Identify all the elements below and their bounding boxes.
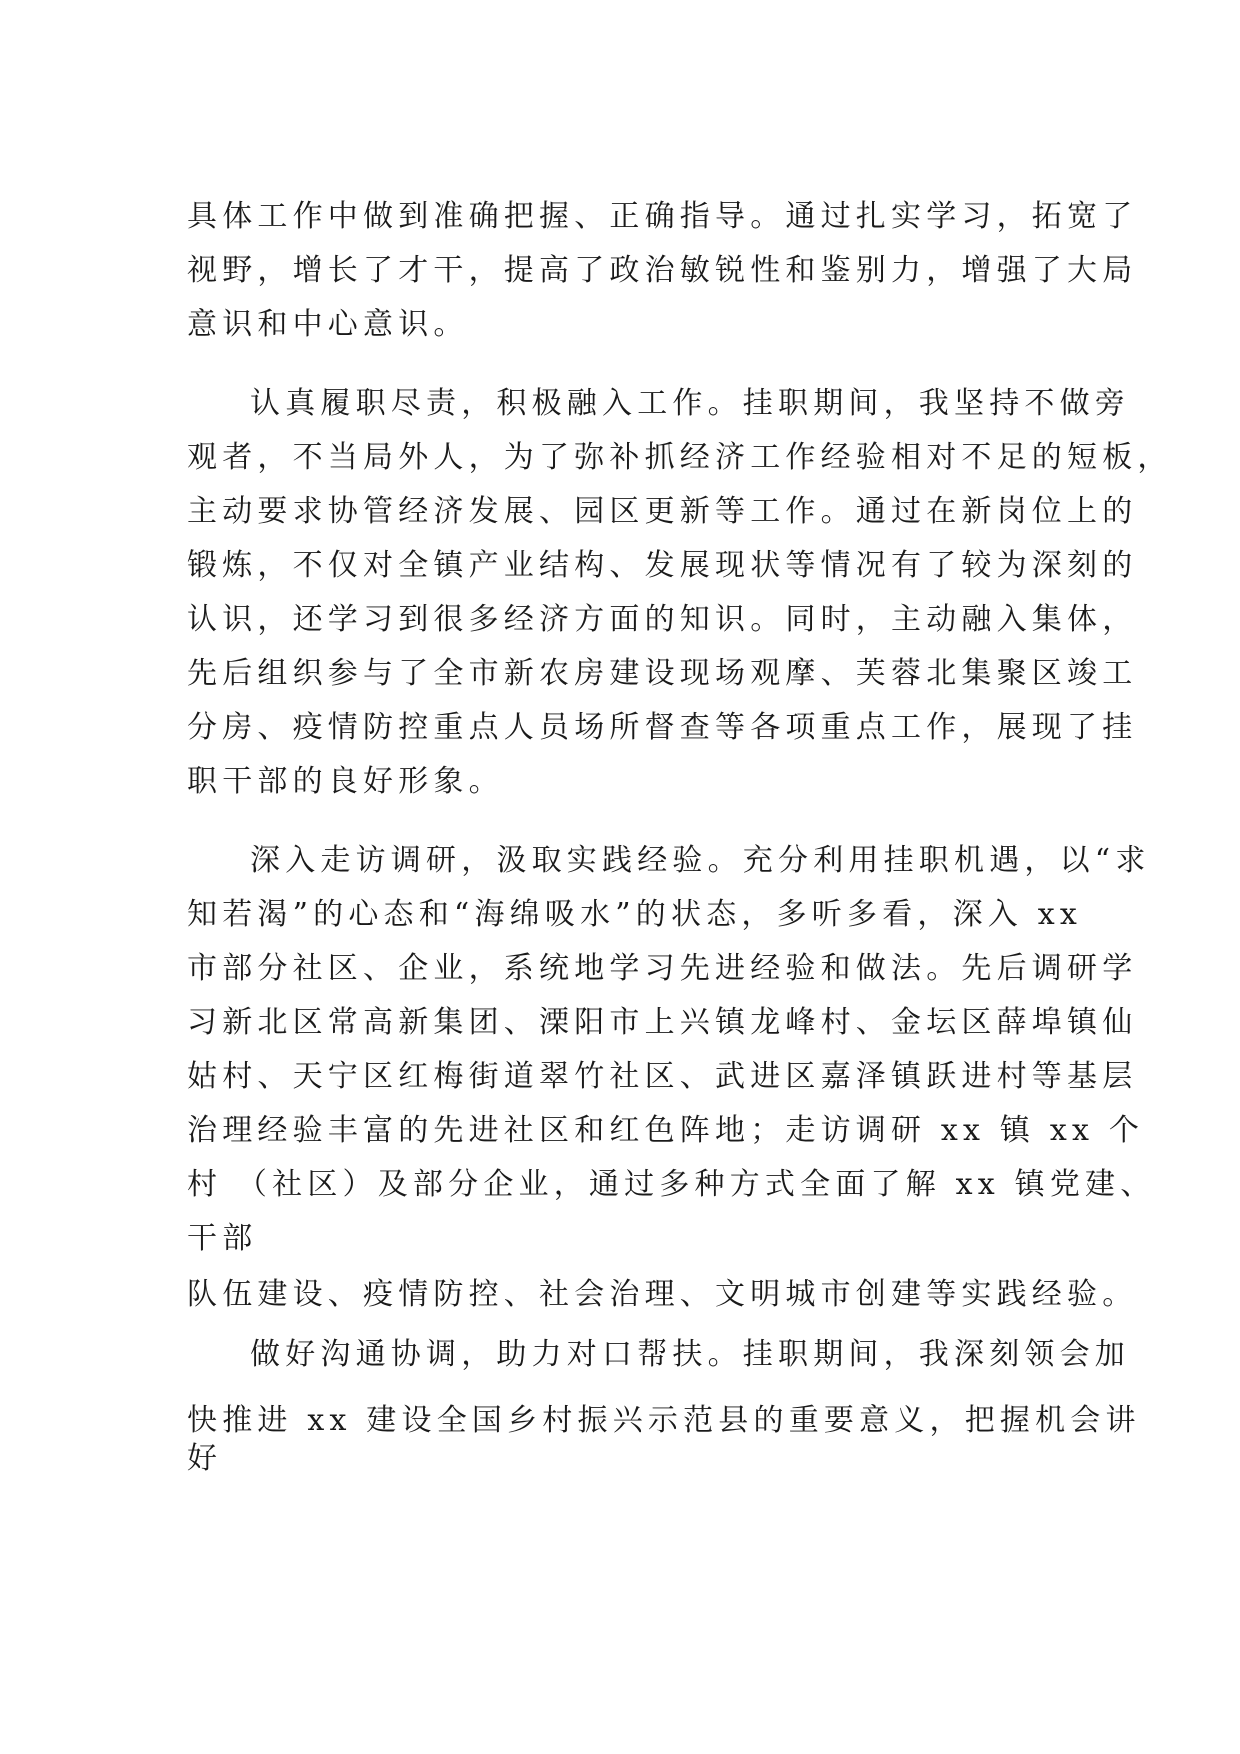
text-line: 好	[187, 1441, 223, 1476]
text-line: 意识和中心意识。	[187, 307, 469, 342]
text-line: 具体工作中做到准确把握、正确指导。通过扎实学习，拓宽了	[187, 199, 1138, 234]
paragraph-first-line: 深入走访调研，汲取实践经验。充分利用挂职机遇，以“求	[250, 843, 1151, 878]
text-line: 市部分社区、企业，系统地学习先进经验和做法。先后调研学	[187, 951, 1138, 986]
text-line: 锻炼，不仅对全镇产业结构、发展现状等情况有了较为深刻的	[187, 548, 1138, 583]
text-line: 主动要求协管经济发展、园区更新等工作。通过在新岗位上的	[187, 494, 1138, 529]
paragraph-first-line: 做好沟通协调，助力对口帮扶。挂职期间，我深刻领会加	[250, 1337, 1130, 1372]
text-line: 干部	[187, 1221, 258, 1256]
text-line: 治理经验丰富的先进社区和红色阵地；走访调研 xx 镇 xx 个	[187, 1113, 1145, 1148]
text-line: 先后组织参与了全市新农房建设现场观摩、芙蓉北集聚区竣工	[187, 656, 1138, 691]
text-line: 知若渴”的心态和“海绵吸水”的状态，多听多看，深入 xx	[187, 897, 1082, 932]
text-line: 视野，增长了才干，提高了政治敏锐性和鉴别力，增强了大局	[187, 253, 1138, 288]
text-line: 村 （社区）及部分企业，通过多种方式全面了解 xx 镇党建、	[187, 1167, 1156, 1202]
text-line: 习新北区常高新集团、溧阳市上兴镇龙峰村、金坛区薛埠镇仙	[187, 1005, 1138, 1040]
text-line: 快推进 xx 建设全国乡村振兴示范县的重要意义，把握机会讲	[187, 1403, 1141, 1438]
text-line: 职干部的良好形象。	[187, 764, 504, 799]
paragraph-first-line: 认真履职尽责，积极融入工作。挂职期间，我坚持不做旁	[250, 386, 1130, 421]
text-line: 队伍建设、疫情防控、社会治理、文明城市创建等实践经验。	[187, 1277, 1138, 1312]
text-line: 分房、疫情防控重点人员场所督查等各项重点工作，展现了挂	[187, 710, 1138, 745]
text-line: 认识，还学习到很多经济方面的知识。同时，主动融入集体，	[187, 602, 1138, 637]
text-line: 姑村、天宁区红梅街道翠竹社区、武进区嘉泽镇跃进村等基层	[187, 1059, 1138, 1094]
text-line: 观者，不当局外人，为了弥补抓经济工作经验相对不足的短板，	[187, 440, 1173, 475]
